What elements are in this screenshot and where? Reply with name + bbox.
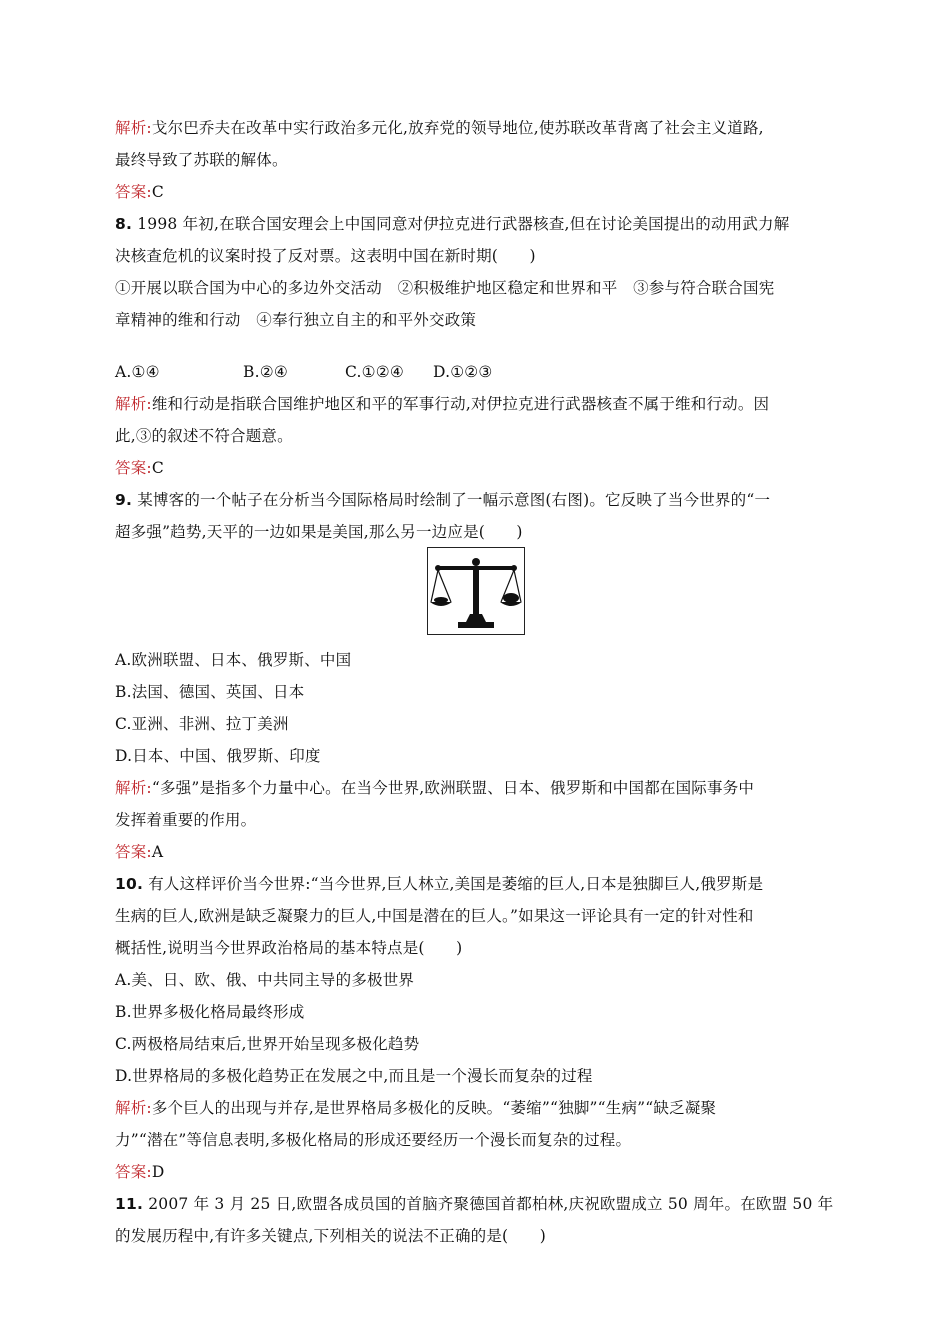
q7-answer-value: C [151,183,164,201]
q8-items-line-1: ①开展以联合国为中心的多边外交活动 ②积极维护地区稳定和世界和平 ③参与符合联合国宪 [115,279,775,297]
balance-scale-icon [428,548,524,634]
q8-stem-line-1 [115,208,835,240]
q7-analysis-line-2: 最终导致了苏联的解体。 [115,151,288,169]
q9-stem-line-1 [115,484,835,516]
q9-analysis-text-1: “多强”是指多个力量中心。在当今世界,欧洲联盟、日本、俄罗斯和中国都在国际事务中 [151,779,755,797]
q10-number: 10. [115,875,144,893]
q11-stem-line-1 [115,1188,835,1220]
q8-analysis-line-1 [115,388,835,420]
q10-answer [115,1156,835,1188]
q7-analysis-text-1: 戈尔巴乔夫在改革中实行政治多元化,放弃党的领导地位,使苏联改革背离了社会主义道路, [151,119,764,137]
q10-option-c: C.两极格局结束后,世界开始呈现多极化趋势 [115,1035,420,1053]
q10-analysis-line-1 [115,1092,835,1124]
q10-analysis-text-1: 多个巨人的出现与并存,是世界格局多极化的反映。“萎缩”“独脚”“生病”“缺乏凝聚 [151,1099,717,1117]
q10-stem-line-3: 概括性,说明当今世界政治格局的基本特点是( ) [115,939,463,957]
answer-label: 答案: [115,183,152,201]
q10-option-b: B.世界多极化格局最终形成 [115,1003,305,1021]
answer-label: 答案: [115,843,152,861]
q9-answer-value: A [151,843,164,861]
q8-stem-line-2: 决核查危机的议案时投了反对票。这表明中国在新时期( ) [115,247,536,265]
q9-analysis-line-2: 发挥着重要的作用。 [115,811,257,829]
answer-label: 答案: [115,459,152,477]
q9-option-d: D.日本、中国、俄罗斯、印度 [115,747,321,765]
q10-answer-value: D [151,1163,165,1181]
q8-options [115,356,835,388]
q8-analysis-line-2: 此,③的叙述不符合题意。 [115,427,293,445]
q8-option-a: A.①④ [115,363,160,381]
q8-answer-value: C [151,459,164,477]
q9-stem-line-2: 超多强”趋势,天平的一边如果是美国,那么另一边应是( ) [115,523,523,541]
q10-stem-line-1 [115,868,835,900]
q8-answer [115,452,835,484]
q9-option-c: C.亚洲、非洲、拉丁美洲 [115,715,289,733]
q8-option-b: B.②④ [243,363,288,381]
q8-stem-text-1: 1998 年初,在联合国安理会上中国同意对伊拉克进行武器核查,但在讨论美国提出的动用武力解 [137,215,790,233]
q10-option-d: D.世界格局的多极化趋势正在发展之中,而且是一个漫长而复杂的过程 [115,1067,593,1085]
q9-stem-text-1: 某博客的一个帖子在分析当今国际格局时绘制了一幅示意图(右图)。它反映了当今世界的“一 [137,491,771,509]
q8-number: 8. [115,215,133,233]
analysis-label: 解析: [115,395,152,413]
q11-number: 11. [115,1195,144,1213]
q9-answer [115,836,835,868]
balance-scale-figure [427,547,525,635]
q9-option-a: A.欧洲联盟、日本、俄罗斯、中国 [115,651,352,669]
q7-answer [115,176,835,208]
q9-number: 9. [115,491,133,509]
q7-analysis-line-1 [115,112,835,144]
analysis-label: 解析: [115,119,152,137]
analysis-label: 解析: [115,779,152,797]
q8-option-d: D.①②③ [433,363,493,381]
answer-label: 答案: [115,1163,152,1181]
q10-analysis-line-2: 力”“潜在”等信息表明,多极化格局的形成还要经历一个漫长而复杂的过程。 [115,1131,632,1149]
analysis-label: 解析: [115,1099,152,1117]
q10-option-a: A.美、日、欧、俄、中共同主导的多极世界 [115,971,415,989]
q11-stem-line-2: 的发展历程中,有许多关键点,下列相关的说法不正确的是( ) [115,1227,546,1245]
document-page [115,112,835,1252]
q9-option-b: B.法国、德国、英国、日本 [115,683,305,701]
q8-analysis-text-1: 维和行动是指联合国维护地区和平的军事行动,对伊拉克进行武器核查不属于维和行动。因 [151,395,770,413]
q10-stem-line-2: 生病的巨人,欧洲是缺乏凝聚力的巨人,中国是潜在的巨人。”如果这一评论具有一定的针对性和 [115,907,754,925]
q11-stem-text-1: 2007 年 3 月 25 日,欧盟各成员国的首脑齐聚德国首都柏林,庆祝欧盟成立 50 周年。在欧盟 50 年 [148,1195,834,1213]
q8-items-line-2: 章精神的维和行动 ④奉行独立自主的和平外交政策 [115,311,477,329]
q8-option-c: C.①②④ [345,363,404,381]
q9-analysis-line-1 [115,772,835,804]
q10-stem-text-1: 有人这样评价当今世界:“当今世界,巨人林立,美国是萎缩的巨人,日本是独脚巨人,俄罗斯是 [148,875,764,893]
